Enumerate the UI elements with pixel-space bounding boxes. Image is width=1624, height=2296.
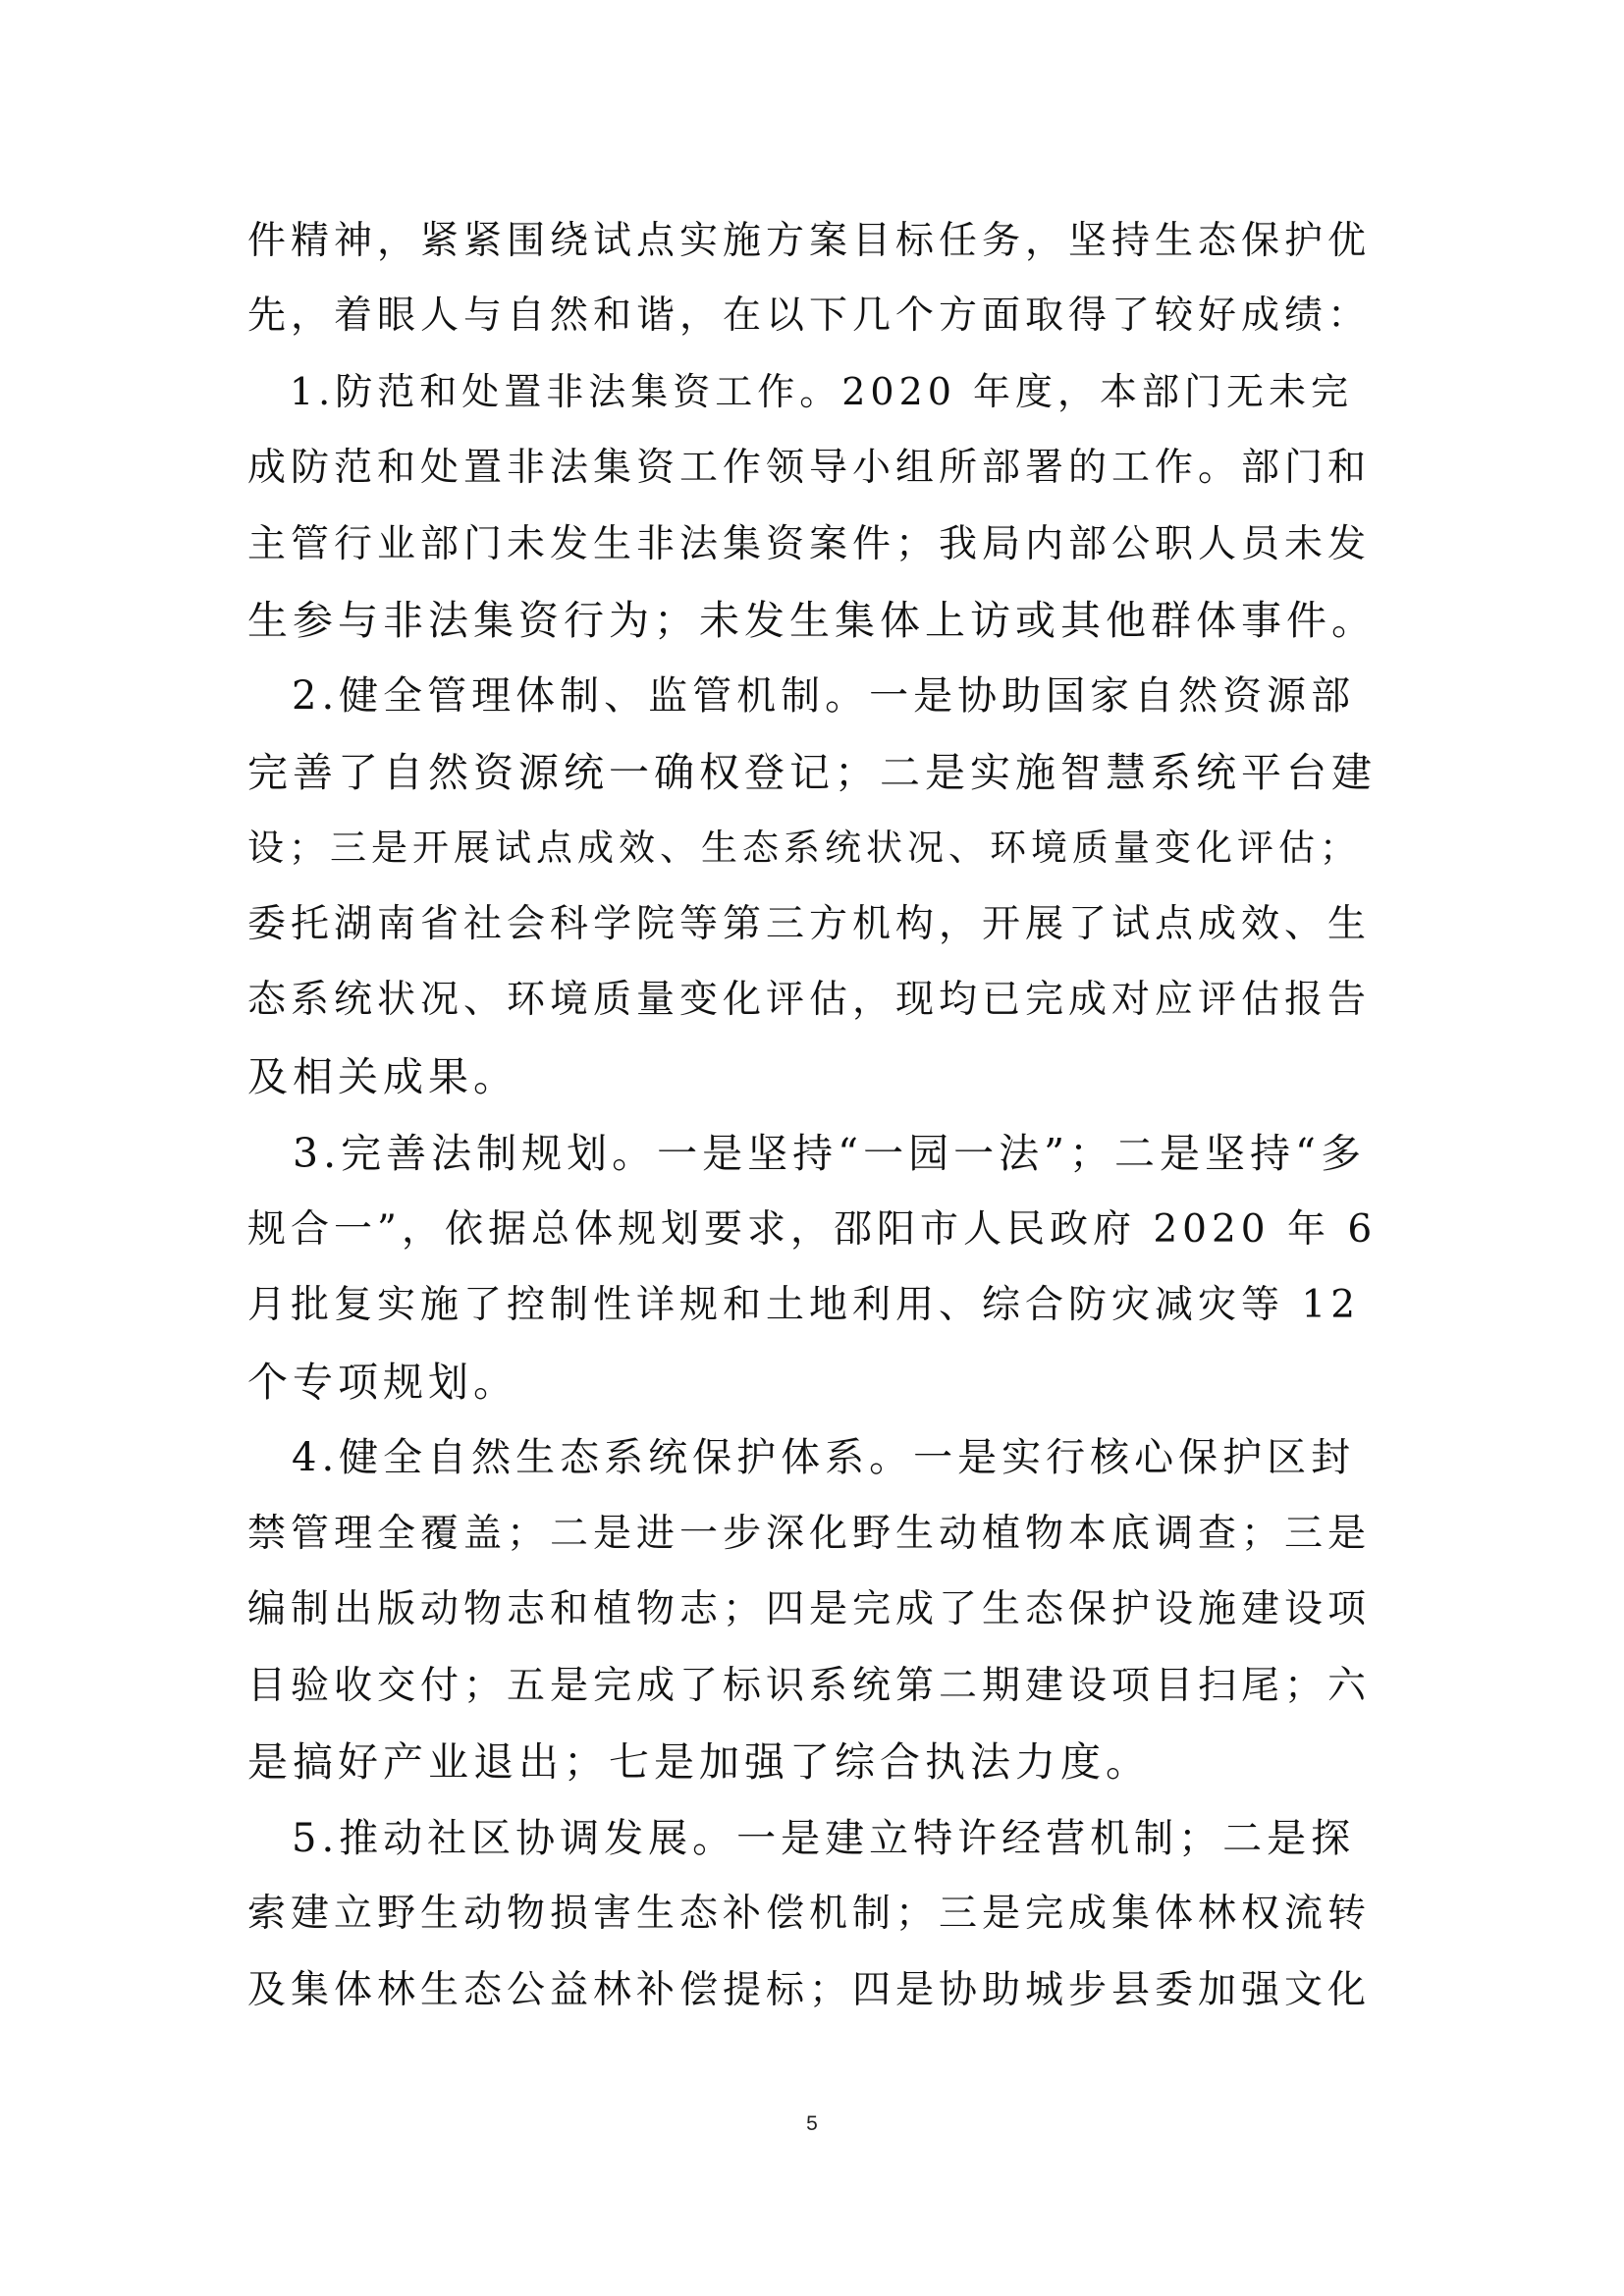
body-text-line: 个专项规划。 [247,1359,518,1406]
body-text-line: 目验收交付；五是完成了标识系统第二期建设项目扫尾；六 [247,1664,1372,1708]
paragraph-2-heading-line: 2.健全管理体制、监管机制。一是协助国家自然资源部 [247,673,1356,719]
body-text-line: 索建立野生动物损害生态补偿机制；三是完成集体林权流转 [247,1892,1372,1936]
body-text-line: 件精神，紧紧围绕试点实施方案目标任务，坚持生态保护优 [247,219,1372,263]
body-text-line: 先，着眼人与自然和谐，在以下几个方面取得了较好成绩： [247,294,1372,338]
body-text-line: 禁管理全覆盖；二是进一步深化野生动植物本底调查；三是 [247,1512,1372,1556]
paragraph-1-heading-line: 1.防范和处置非法集资工作。2020 年度，本部门无未完 [247,370,1354,413]
body-text-line: 及集体林生态公益林补偿提标；四是协助城步县委加强文化 [247,1968,1372,2012]
body-text-line: 是搞好产业退出；七是加强了综合执法力度。 [247,1738,1151,1786]
body-text-line: 态系统状况、环境质量变化评估，现均已完成对应评估报告 [247,978,1372,1022]
paragraph-3-heading-line: 3.完善法制规划。一是坚持“一园一法”；二是坚持“多 [247,1130,1366,1177]
paragraph-5-heading-line: 5.推动社区协调发展。一是建立特许经营机制；二是探 [247,1816,1356,1861]
body-text-line: 月批复实施了控制性详规和土地利用、综合防灾减灾等 12 [247,1283,1361,1327]
paragraph-4-heading-line: 4.健全自然生态系统保护体系。一是实行核心保护区封 [247,1435,1356,1480]
body-text-line: 成防范和处置非法集资工作领导小组所部署的工作。部门和 [247,446,1372,490]
body-text-line: 生参与非法集资行为；未发生集体上访或其他群体事件。 [247,597,1377,644]
body-text-line: 设；三是开展试点成效、生态系统状况、环境质量变化评估； [247,827,1361,869]
page-number: 5 [806,2112,818,2135]
body-text-line: 委托湖南省社会科学院等第三方机构，开展了试点成效、生 [247,902,1372,946]
body-text-line: 及相关成果。 [247,1053,518,1100]
body-text-line: 编制出版动物志和植物志；四是完成了生态保护设施建设项 [247,1587,1372,1631]
body-text-line: 规合一”，依据总体规划要求，邵阳市人民政府 2020 年 6 [247,1207,1378,1252]
body-text-line: 主管行业部门未发生非法集资案件；我局内部公职人员未发 [247,522,1372,566]
body-text-line: 完善了自然资源统一确权登记；二是实施智慧系统平台建 [247,749,1377,796]
